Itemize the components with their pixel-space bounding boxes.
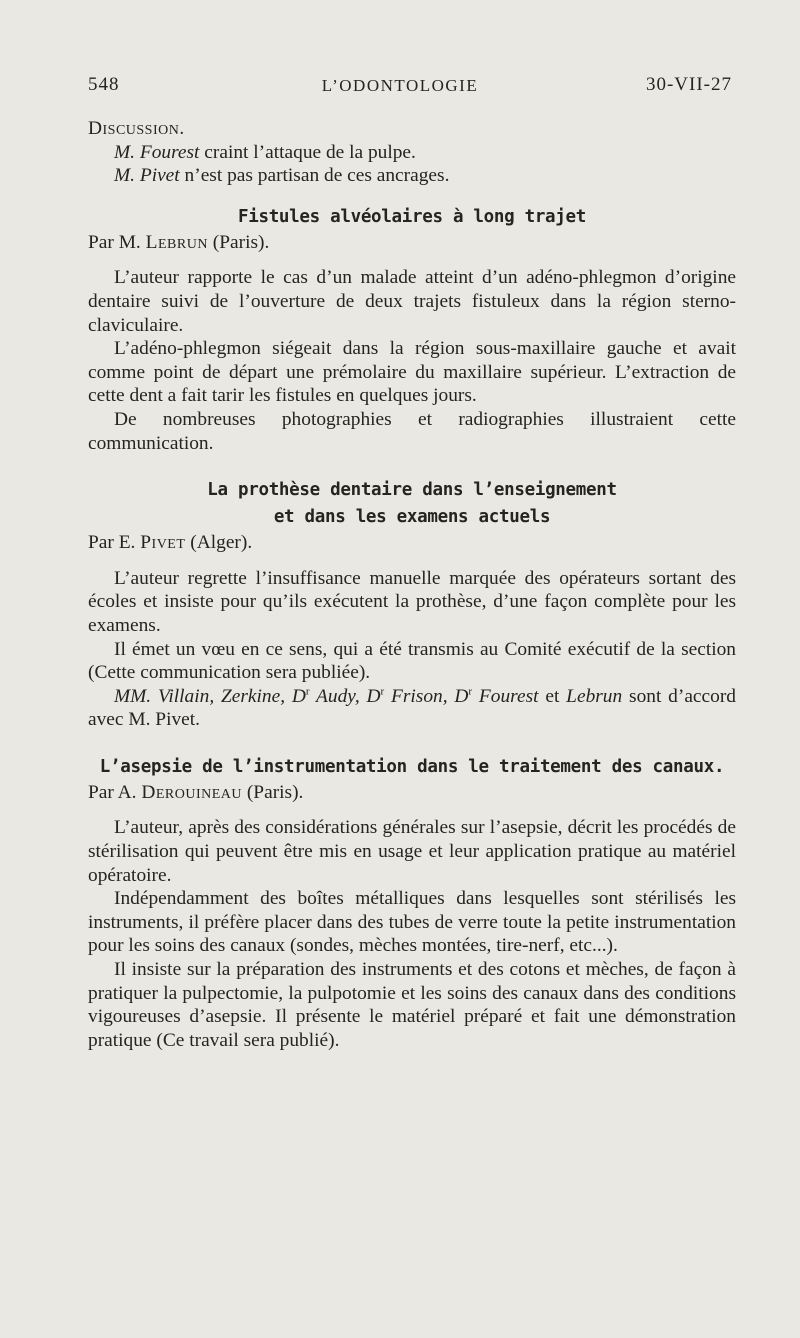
paragraph: Il insiste sur la préparation des instruments et des cotons et mèches, de façon à pratiquer la pulpectomie, la pulpotomie et les soins des canaux dans des conditions vigoureuses d’asepsie. Il présente le matériel préparé et fait une démonstration pratique (Ce travail sera publié).	[88, 959, 736, 1051]
byline: Par M. Lebrun (Paris).	[88, 231, 270, 253]
author-name: Derouineau	[141, 781, 242, 803]
page-number: 548	[88, 74, 120, 95]
paragraph: L’adéno-phlegmon siégeait dans la région sous-maxillaire gauche et avait comme point de départ une prémolaire du maxillaire supérieur. L’extraction de cette dent a fait tarir les fistules en quelques jours.	[88, 338, 736, 407]
speaker-name: M. Pivet	[114, 165, 180, 187]
paragraph: L’auteur, après des considérations générales sur l’asepsie, décrit les procédés de stérilisation qui peuvent être mis en usage et leur application pratique au matériel opératoire.	[88, 817, 736, 886]
byline: Par A. Derouineau (Paris).	[88, 781, 304, 803]
paragraph: De nombreuses photographies et radiographies illustraient cette communication.	[88, 408, 736, 454]
section-title-prothese-line-2: et dans les examens actuels	[273, 507, 551, 528]
speaker-name: M. Fourest	[114, 141, 200, 163]
author-name: Pivet	[140, 532, 186, 554]
section-title-asepsie: L’asepsie de l’instrumentation dans le traitement des canaux.	[99, 756, 725, 777]
running-header	[0, 74, 800, 102]
section-title-fistules: Fistules alvéolaires à long trajet	[237, 206, 587, 227]
byline: Par E. Pivet (Alger).	[88, 532, 253, 554]
paragraph: Il émet un vœu en ce sens, qui a été transmis au Comité exécutif de la section (Cette communication sera publiée).	[88, 638, 736, 684]
paragraph: L’auteur rapporte le cas d’un malade atteint d’un adéno-phlegmon d’origine dentaire suivi de l’ouverture de deux trajets fistuleux dans la région sterno-claviculaire.	[88, 267, 736, 336]
discussion-line: M. Pivet n’est pas partisan de ces ancrages.	[114, 165, 450, 187]
issue-date: 30-VII-27	[645, 74, 732, 95]
paragraph: L’auteur regrette l’insuffisance manuelle marquée des opérateurs sortant des écoles et insiste pour qu’ils exécutent la prothèse, d’une façon complète pour les examens.	[88, 567, 736, 636]
section-title-prothese: La prothèse dentaire dans l’enseignement	[207, 480, 617, 501]
discussion-line: MM. Villain, Zerkine, $D^r$ Audy, $D^r$ Frison, $D^r$ Fourest et Lebrun sont d’accord avec M. Pivet.	[88, 685, 736, 731]
paragraph: Indépendamment des boîtes métalliques dans lesquelles sont stérilisés les instruments, il préfère placer dans des tubes de verre toute la petite instrumentation pour les soins des canaux (sondes, mèches montées, tire-nerf, etc...).	[88, 888, 736, 957]
discussion-line: M. Fourest craint l’attaque de la pulpe.	[114, 141, 416, 163]
journal-title: L’ODONTOLOGIE	[321, 76, 479, 95]
discussion-heading: Discussion.	[88, 118, 185, 139]
author-name: Lebrun	[145, 231, 208, 253]
body-text	[88, 117, 736, 1052]
